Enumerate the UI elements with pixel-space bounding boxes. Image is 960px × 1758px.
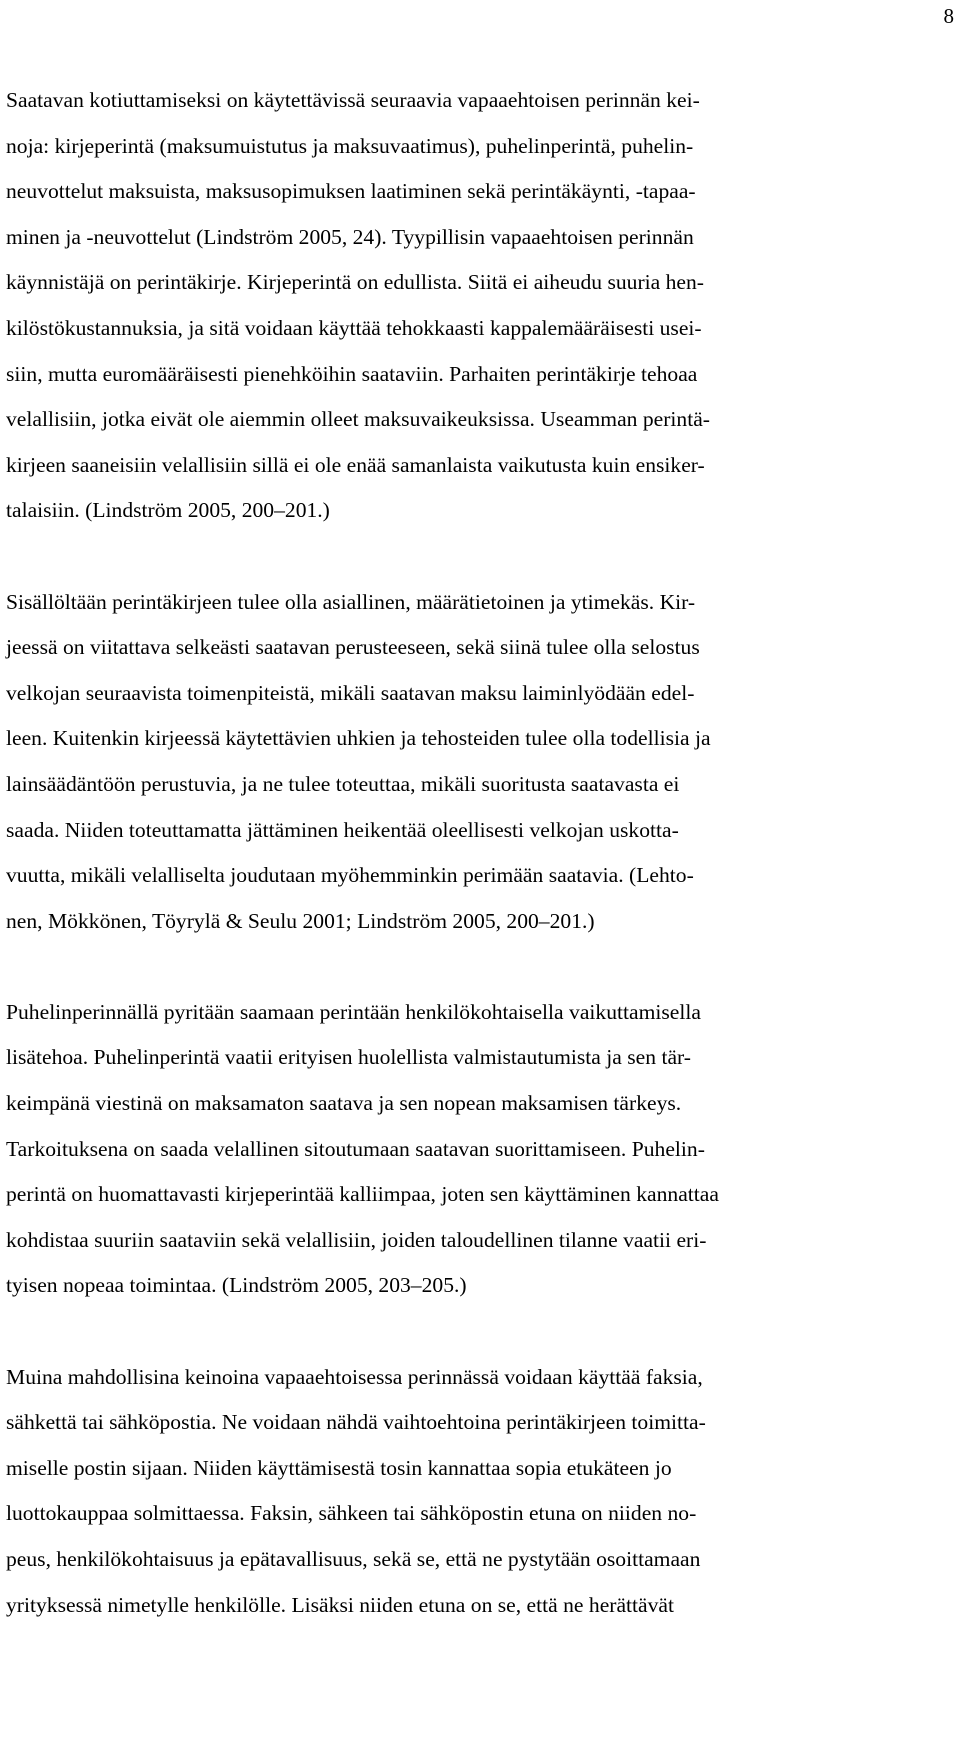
text-line: velkojan seuraavista toimenpiteistä, mikäli saatavan maksu laiminlyödään edel- xyxy=(6,680,695,705)
text-line: noja: kirjeperintä (maksumuistutus ja maksuvaatimus), puhelinperintä, puhelin- xyxy=(6,133,694,158)
text-line: siin, mutta euromääräisesti pienehköihin saataviin. Parhaiten perintäkirje tehoaa xyxy=(6,361,698,386)
text-line: kohdistaa suuriin saataviin sekä velallisiin, joiden taloudellinen tilanne vaatii eri- xyxy=(6,1227,707,1252)
text-line: perintä on huomattavasti kirjeperintää kalliimpaa, joten sen käyttäminen kannattaa xyxy=(6,1182,719,1207)
paragraph xyxy=(6,78,960,534)
text-line: peus, henkilökohtaisuus ja epätavallisuus, sekä se, että ne pystytään osoittamaan xyxy=(6,1547,701,1571)
text-line: jeessä on viitattava selkeästi saatavan perusteeseen, sekä siinä tulee olla selostus xyxy=(6,635,700,660)
page-number: 8 xyxy=(943,4,954,28)
text-line: Muina mahdollisina keinoina vapaaehtoisessa perinnässä voidaan käyttää faksia, xyxy=(6,1364,703,1389)
text-line: Sisällöltään perintäkirjeen tulee olla asiallinen, määrätietoinen ja ytimekäs. Kir- xyxy=(6,589,696,614)
text-line: keimpänä viestinä on maksamaton saatava ja sen nopean maksamisen tärkeys. xyxy=(6,1091,682,1116)
text-line: käynnistäjä on perintäkirje. Kirjeperintä on edullista. Siitä ei aiheudu suuria hen- xyxy=(6,270,704,295)
text-line: saada. Niiden toteuttamatta jättäminen heikentää oleellisesti velkojan uskotta- xyxy=(6,817,679,842)
paragraph xyxy=(6,990,960,1309)
paragraph xyxy=(6,1355,960,1629)
text-line: tyisen nopeaa toimintaa. (Lindström 2005, 203–205.) xyxy=(6,1273,467,1298)
text-line: kilöstökustannuksia, ja sitä voidaan käyttää tehokkaasti kappalemääräisesti usei- xyxy=(6,315,702,340)
text-line: neuvottelut maksuista, maksusopimuksen laatiminen sekä perintäkäynti, -tapaa- xyxy=(6,179,696,204)
text-line: yrityksessä nimetylle henkilölle. Lisäksi niiden etuna on se, että ne herättävät xyxy=(6,1592,675,1617)
text-line: leen. Kuitenkin kirjeessä käytettävien uhkien ja tehosteiden tulee olla todellisia ja xyxy=(6,726,711,751)
text-line: luottokauppaa solmittaessa. Faksin, sähkeen tai sähköpostin etuna on niiden no- xyxy=(6,1501,697,1526)
text-line: kirjeen saaneisiin velallisiin sillä ei ole enää samanlaista vaikutusta kuin ensiker- xyxy=(6,452,705,477)
text-line: velallisiin, jotka eivät ole aiemmin olleet maksuvaikeuksissa. Useamman perintä- xyxy=(6,407,711,432)
text-line: vuutta, mikäli velalliselta joudutaan myöhemminkin perimään saatavia. (Lehto- xyxy=(6,863,694,888)
text-line: minen ja -neuvottelut (Lindström 2005, 24). Tyypillisin vapaaehtoisen perinnän xyxy=(6,224,694,249)
text-line: miselle postin sijaan. Niiden käyttämisestä tosin kannattaa sopia etukäteen jo xyxy=(6,1455,672,1480)
text-line: Saatavan kotiuttamiseksi on käytettävissä seuraavia vapaaehtoisen perinnän kei- xyxy=(6,88,700,112)
text-line: Puhelinperinnällä pyritään saamaan perintään henkilökohtaisella vaikuttamisella xyxy=(6,999,701,1024)
text-line: sähkettä tai sähköpostia. Ne voidaan nähdä vaihtoehtoina perintäkirjeen toimitta- xyxy=(6,1410,706,1435)
text-line: nen, Mökkönen, Töyrylä & Seulu 2001; Lindström 2005, 200–201.) xyxy=(6,908,595,933)
text-line: talaisiin. (Lindström 2005, 200–201.) xyxy=(6,498,330,523)
body-text xyxy=(6,78,960,1628)
text-line: lainsäädäntöön perustuvia, ja ne tulee toteuttaa, mikäli suoritusta saatavasta ei xyxy=(6,771,680,796)
text-line: Tarkoituksena on saada velallinen sitoutumaan saatavan suorittamiseen. Puhelin- xyxy=(6,1136,705,1161)
paragraph xyxy=(6,580,960,945)
text-line: lisätehoa. Puhelinperintä vaatii erityisen huolellista valmistautumista ja sen tär- xyxy=(6,1045,691,1070)
